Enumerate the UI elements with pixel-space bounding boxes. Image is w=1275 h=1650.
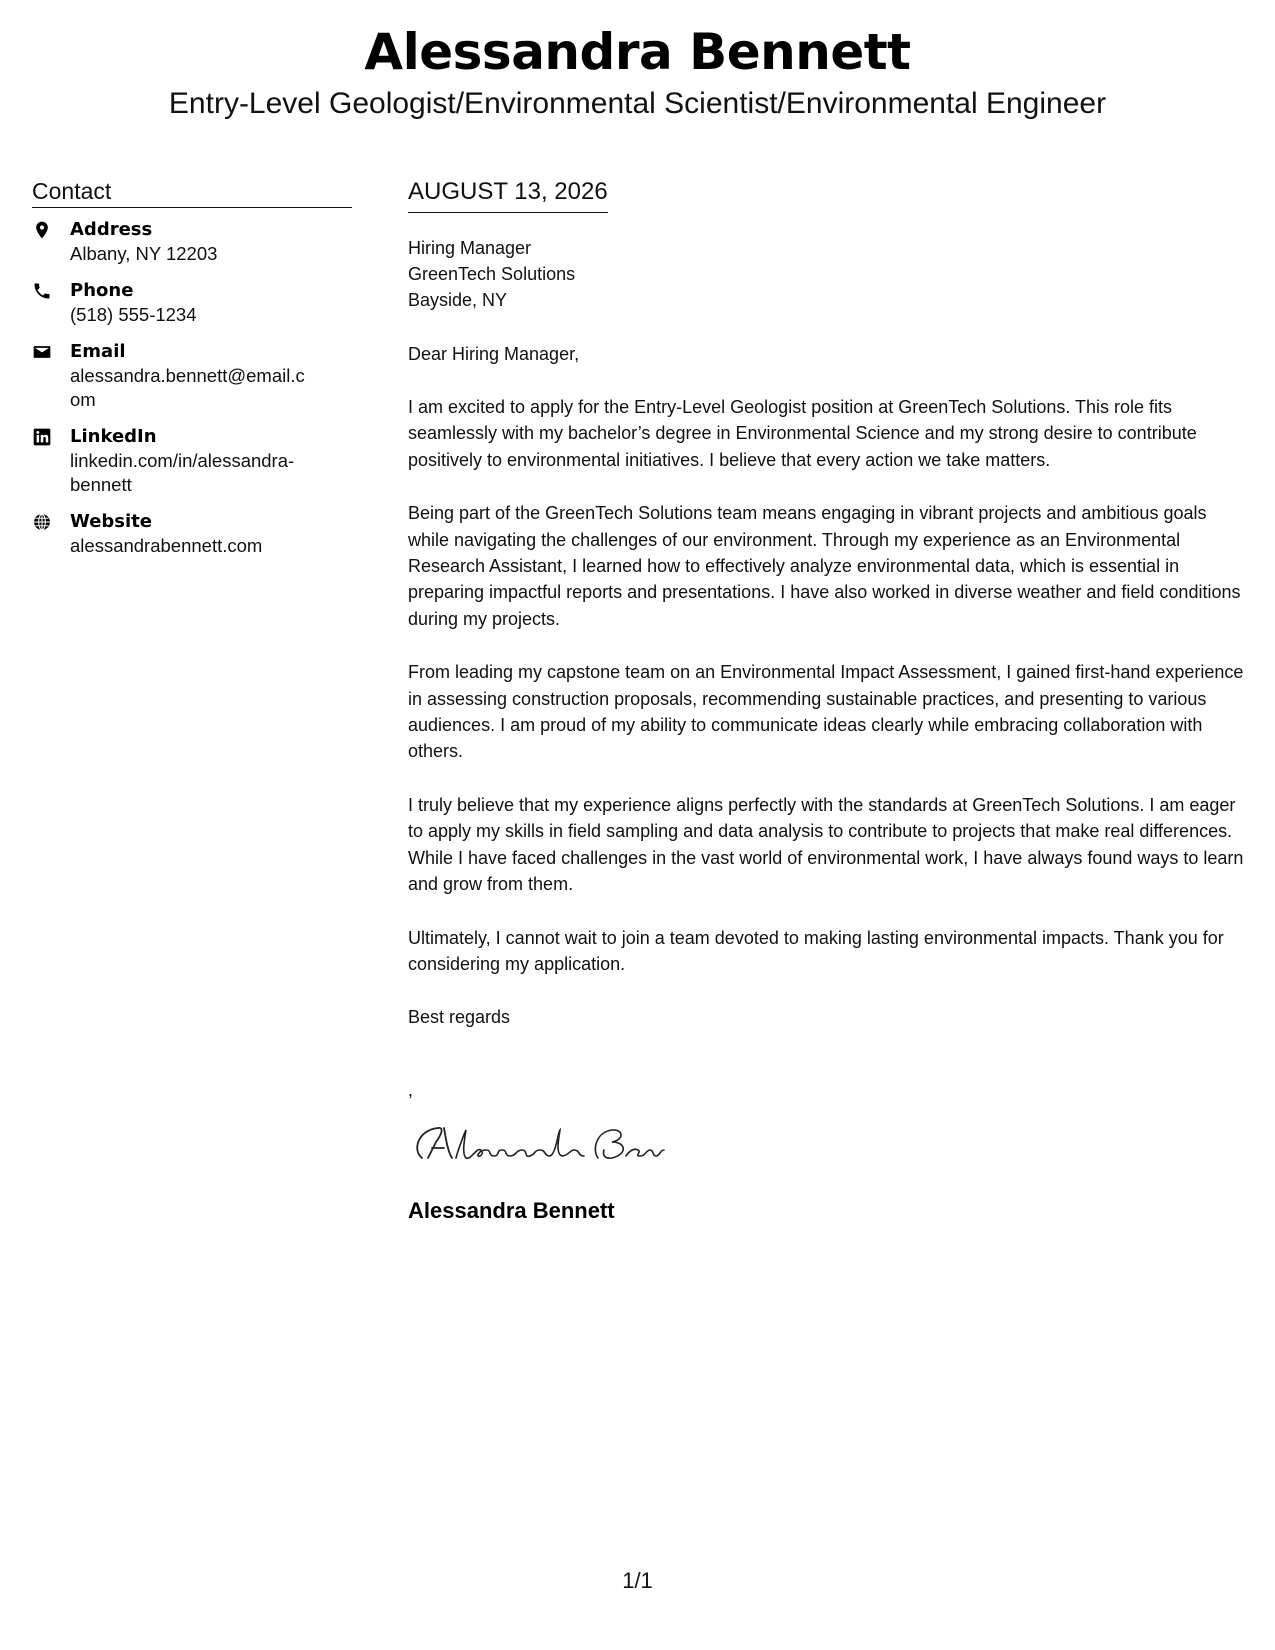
contact-email-value[interactable]: alessandra.bennett@email.com — [70, 365, 305, 410]
contact-phone-value: (518) 555-1234 — [70, 304, 197, 325]
map-pin-icon — [32, 220, 52, 240]
body-paragraph: I am excited to apply for the Entry-Level Geologist position at GreenTech Solutions. This role fits seamlessly with my bachelor’s degree in Environmental Science and my strong desire to contribute positively to environmental initiatives. I believe that every action we take matters. — [408, 397, 1197, 470]
contact-label: LinkedIn — [70, 426, 157, 447]
closing: Best regards — [408, 1007, 511, 1028]
page-number: 1/1 — [622, 1568, 653, 1593]
globe-icon — [32, 512, 52, 532]
contact-label: Email — [70, 341, 126, 362]
body-paragraph: From leading my capstone team on an Environmental Impact Assessment, I gained first-hand experience in assessing construction proposals, recommending sustainable practices, and presenting to various audiences. I am proud of my ability to communicate ideas clearly while embracing collaboration with others. — [408, 662, 1244, 762]
contact-list — [32, 218, 352, 558]
contact-label: Address — [70, 219, 153, 240]
recipient-line: GreenTech Solutions — [408, 264, 576, 284]
contact-address-value: Albany, NY 12203 — [70, 243, 218, 264]
applicant-job-title: Entry-Level Geologist/Environmental Scientist/Environmental Engineer — [168, 87, 1107, 120]
recipient-block — [408, 235, 1248, 313]
recipient-line: Hiring Manager — [408, 238, 532, 258]
contact-item-linkedin — [32, 425, 352, 497]
signed-name: Alessandra Bennett — [408, 1198, 615, 1224]
linkedin-icon — [32, 427, 52, 447]
envelope-icon — [32, 342, 52, 362]
letter-header — [0, 18, 1275, 122]
contact-item-website — [32, 510, 352, 558]
applicant-name: Alessandra Bennett — [364, 23, 911, 81]
body-paragraph: Ultimately, I cannot wait to join a team devoted to making lasting environmental impacts. Thank you for considering my application. — [408, 927, 1224, 974]
recipient-line: Bayside, NY — [408, 290, 508, 310]
handwritten-signature — [408, 1120, 668, 1170]
contact-heading: Contact — [32, 176, 352, 208]
contact-item-phone — [32, 279, 352, 327]
closing-comma: , — [408, 1080, 414, 1101]
contact-item-email — [32, 340, 352, 412]
contact-item-address — [32, 218, 352, 266]
body-paragraph: I truly believe that my experience aligns perfectly with the standards at GreenTech Solutions. I am eager to apply my skills in field sampling and data analysis to contribute to projects that make real differences. While I have faced challenges in the vast world of environmental work, I have always found ways to learn and grow from them. — [408, 794, 1244, 895]
contact-linkedin-value[interactable]: linkedin.com/in/alessandra-bennett — [70, 450, 295, 495]
letter-date: AUGUST 13, 2026 — [408, 176, 608, 213]
salutation: Dear Hiring Manager, — [408, 344, 580, 364]
contact-label: Phone — [70, 280, 134, 301]
contact-website-value[interactable]: alessandrabennett.com — [70, 535, 263, 556]
contact-sidebar — [32, 176, 352, 571]
letter-body — [408, 176, 1248, 1226]
phone-icon — [32, 281, 52, 301]
contact-label: Website — [70, 511, 153, 532]
body-paragraph: Being part of the GreenTech Solutions team means engaging in vibrant projects and ambitious goals while navigating the challenges of our environment. Through my experience as an Environmental Research Assistant, I learned how to effectively analyze environmental data, which is essential in preparing impactful reports and presentations. I have also worked in diverse weather and field conditions during my projects. — [408, 503, 1241, 629]
